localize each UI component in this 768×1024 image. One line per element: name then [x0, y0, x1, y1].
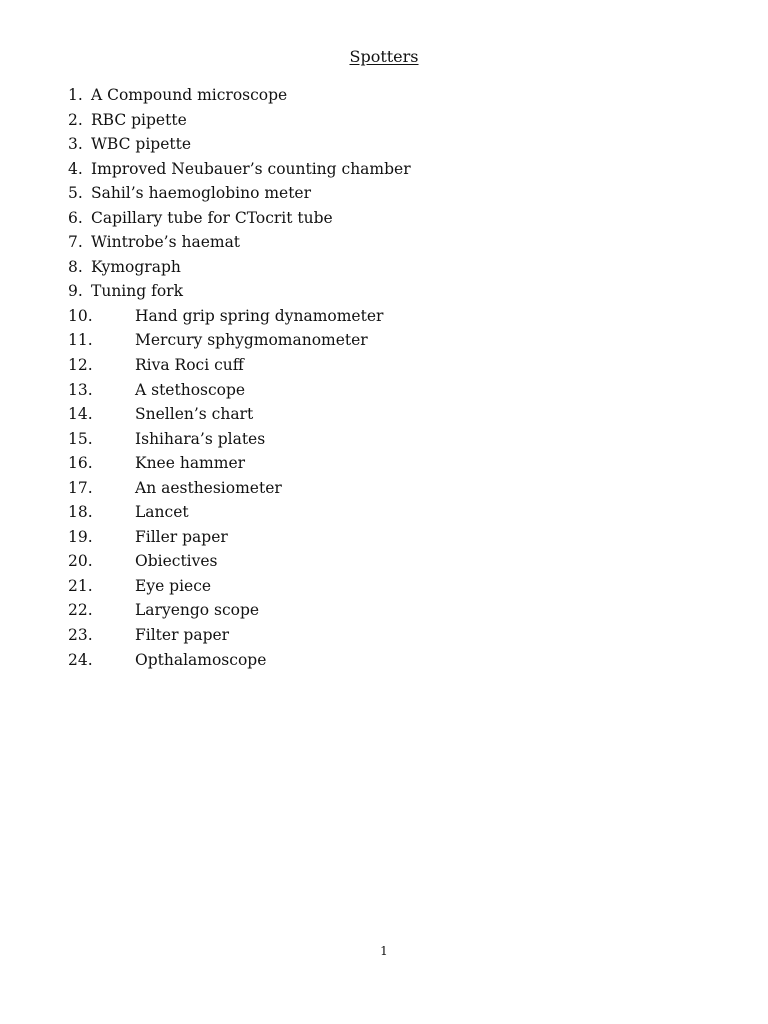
item-text: An aesthesiometer — [135, 478, 282, 497]
item-text: Filter paper — [135, 626, 230, 645]
list-item — [0, 230, 768, 255]
item-number: 1. — [68, 86, 83, 104]
list-item — [0, 451, 768, 476]
list-item — [0, 648, 768, 673]
page-title: Spotters — [349, 47, 419, 66]
list-item — [0, 108, 768, 133]
item-text: Hand grip spring dynamometer — [135, 306, 384, 325]
list-item — [0, 181, 768, 206]
item-number: 4. — [68, 159, 83, 178]
list-item — [0, 157, 768, 182]
item-text: Laryengo scope — [135, 601, 260, 620]
spotters-list — [0, 83, 768, 672]
list-item — [0, 255, 768, 280]
item-text: Knee hammer — [135, 454, 246, 473]
item-number: 6. — [68, 208, 83, 227]
list-item — [0, 304, 768, 329]
item-number: 9. — [68, 282, 83, 301]
item-text: Snellen’s chart — [135, 405, 254, 424]
item-number: 17. — [68, 478, 93, 497]
item-text: WBC pipette — [91, 135, 192, 154]
item-number: 23. — [68, 626, 93, 645]
page-number: 1 — [380, 944, 388, 958]
item-text: Sahil’s haemoglobino meter — [91, 184, 312, 203]
item-text: Lancet — [135, 503, 189, 522]
item-text: A Compound microscope — [91, 86, 288, 104]
item-number: 22. — [68, 601, 93, 620]
item-number: 3. — [68, 135, 83, 154]
item-text: Kymograph — [91, 257, 181, 276]
item-number: 5. — [68, 184, 83, 203]
item-number: 2. — [68, 110, 83, 129]
list-item — [0, 427, 768, 452]
item-number: 20. — [68, 552, 93, 571]
list-item — [0, 206, 768, 231]
item-number: 16. — [68, 454, 93, 473]
list-item — [0, 132, 768, 157]
item-number: 13. — [68, 380, 93, 399]
item-number: 8. — [68, 257, 83, 276]
item-text: A stethoscope — [135, 380, 246, 399]
item-number: 19. — [68, 527, 93, 546]
item-number: 21. — [68, 576, 93, 595]
item-text: Improved Neubauer’s counting chamber — [91, 159, 411, 178]
item-number: 18. — [68, 503, 93, 522]
item-text: Wintrobe’s haemat — [91, 233, 241, 252]
list-item — [0, 402, 768, 427]
item-text: Capillary tube for CTocrit tube — [91, 208, 333, 227]
item-text: Riva Roci cuff — [135, 356, 244, 375]
list-item — [0, 83, 768, 108]
item-text: Eye piece — [135, 576, 212, 595]
list-item — [0, 378, 768, 403]
item-text: Obiectives — [135, 552, 218, 571]
item-text: Tuning fork — [91, 282, 183, 301]
item-number: 12. — [68, 356, 93, 375]
list-item — [0, 353, 768, 378]
list-item — [0, 549, 768, 574]
list-item — [0, 623, 768, 648]
item-number: 10. — [68, 306, 93, 325]
list-item — [0, 574, 768, 599]
item-number: 7. — [68, 233, 83, 252]
list-item — [0, 598, 768, 623]
item-text: Mercury sphygmomanometer — [135, 331, 368, 350]
item-text: Filler paper — [135, 527, 228, 546]
list-item — [0, 500, 768, 525]
item-text: RBC pipette — [91, 110, 187, 129]
item-number: 15. — [68, 429, 93, 448]
item-number: 24. — [68, 650, 93, 669]
list-item — [0, 476, 768, 501]
list-item — [0, 328, 768, 353]
item-number: 11. — [68, 331, 93, 350]
item-number: 14. — [68, 405, 93, 424]
item-text: Ishihara’s plates — [135, 429, 266, 448]
list-item — [0, 525, 768, 550]
item-text: Opthalamoscope — [135, 650, 267, 669]
list-item — [0, 279, 768, 304]
